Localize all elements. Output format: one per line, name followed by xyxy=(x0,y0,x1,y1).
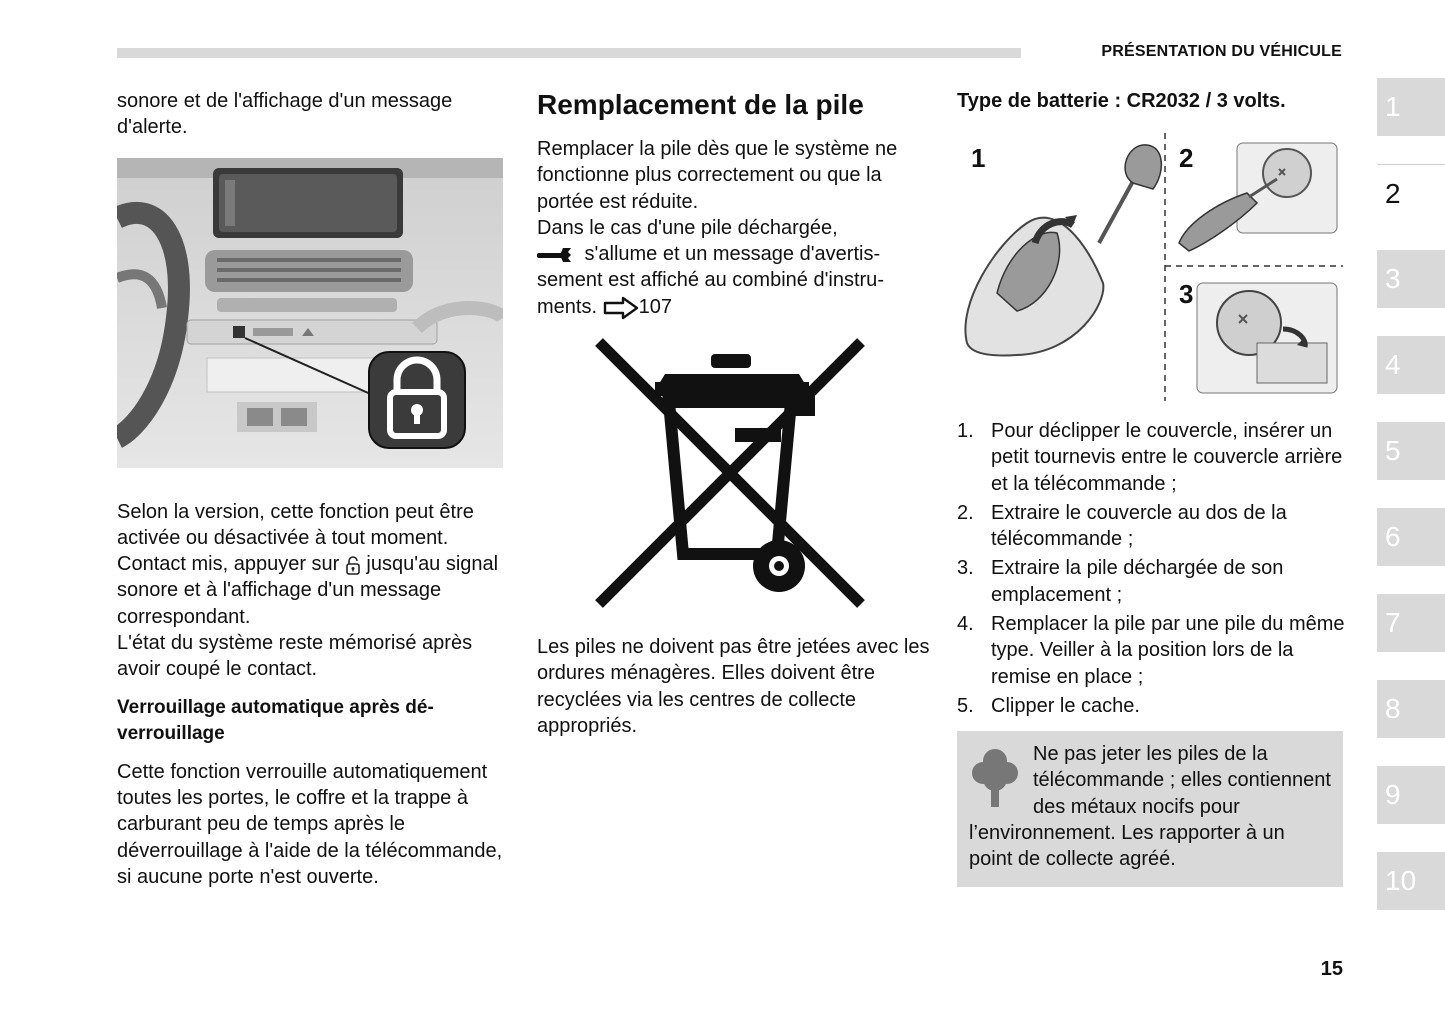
list-item: 2. Extraire le couvercle au dos de la télécommande ; xyxy=(957,501,1287,551)
header-rule xyxy=(117,48,1021,58)
version-paragraph: Selon la version, cette fonction peut être activée ou désactivée à tout moment. Contact mis, appuyer sur jusqu'au signal sonore et à l'affichage d'un message correspondant. xyxy=(117,500,499,628)
list-item: 4. Remplacer la pile par une pile du même type. Veiller à la position lors de la remise en place ; xyxy=(957,613,1345,688)
steps-list xyxy=(957,418,1347,719)
chapter-tab-1[interactable]: 1 xyxy=(1377,78,1445,136)
chapter-tab-4[interactable]: 4 xyxy=(1377,336,1445,394)
replace-paragraph: Remplacer la pile dès que le système ne fonctionne plus correctement ou que la portée est réduite. xyxy=(537,138,898,213)
chapter-tab-6[interactable]: 6 xyxy=(1377,508,1445,566)
chapter-tab-8[interactable]: 8 xyxy=(1377,680,1445,738)
environment-note xyxy=(957,731,1343,887)
list-item: 5. Clipper le cache. xyxy=(957,694,1140,717)
figure-label-3: 3 xyxy=(1179,279,1194,309)
discharged-paragraph: Dans le cas d'une pile déchargée, s'allume et un message d'avertissement est affiché au combiné d'instruments. 107 xyxy=(537,216,884,318)
chapter-tab-7[interactable]: 7 xyxy=(1377,594,1445,652)
battery-type: Type de batterie : CR2032 / 3 volts. xyxy=(957,90,1286,112)
section-title: PRÉSENTATION DU VÉHICULE xyxy=(1101,43,1342,60)
memory-paragraph: L'état du système reste mémorisé après avoir coupé le contact. xyxy=(117,632,473,681)
intro-text: sonore et de l'affichage d'un message d'alerte. xyxy=(117,90,453,139)
auto-lock-paragraph: Cette fonction verrouille automatiquement toutes les portes, le coffre et la trappe à carburant peu de temps après le déverrouillage à l'aide de la télécommande, si aucune porte n'est ouverte. xyxy=(117,760,503,888)
list-item: 1. Pour déclipper le couvercle, insérer un petit tournevis entre le couvercle arrière et la télécommande ; xyxy=(957,420,1343,495)
tree-icon xyxy=(971,747,1019,809)
chapter-tab-9[interactable]: 9 xyxy=(1377,766,1445,824)
battery-heading: Remplacement de la pile xyxy=(537,89,864,120)
unlock-small-icon xyxy=(345,555,361,575)
chapter-tab-10[interactable]: 10 xyxy=(1377,852,1445,910)
auto-lock-heading: Verrouillage automatique après déverrouillage xyxy=(117,696,434,744)
dashboard-photo xyxy=(117,158,503,468)
crossed-out-bin-icon xyxy=(585,332,875,614)
chapter-tab-2[interactable]: 2 xyxy=(1377,164,1445,222)
list-item: 3. Extraire la pile déchargée de son emplacement ; xyxy=(957,557,1284,606)
reference-page: 107 xyxy=(638,295,672,318)
figure-label-1: 1 xyxy=(971,143,986,173)
wrench-icon xyxy=(537,246,579,264)
disposal-paragraph: Les piles ne doivent pas être jetées avec les ordures ménagères. Elles doivent être recyclées via les centres de collecte appropriés. xyxy=(537,636,930,737)
page-number: 15 xyxy=(1320,958,1343,980)
figure-label-2: 2 xyxy=(1179,143,1194,173)
page-reference-arrow-icon xyxy=(603,296,639,320)
chapter-tab-5[interactable]: 5 xyxy=(1377,422,1445,480)
environment-note-text: Ne pas jeter les piles de la télécommande ; elles contiennent des métaux nocifs pour l’environnement. Les rapporter à un point de collecte agréé. xyxy=(969,743,1331,871)
battery-replacement-figure xyxy=(957,133,1343,403)
chapter-tab-3[interactable]: 3 xyxy=(1377,250,1445,308)
